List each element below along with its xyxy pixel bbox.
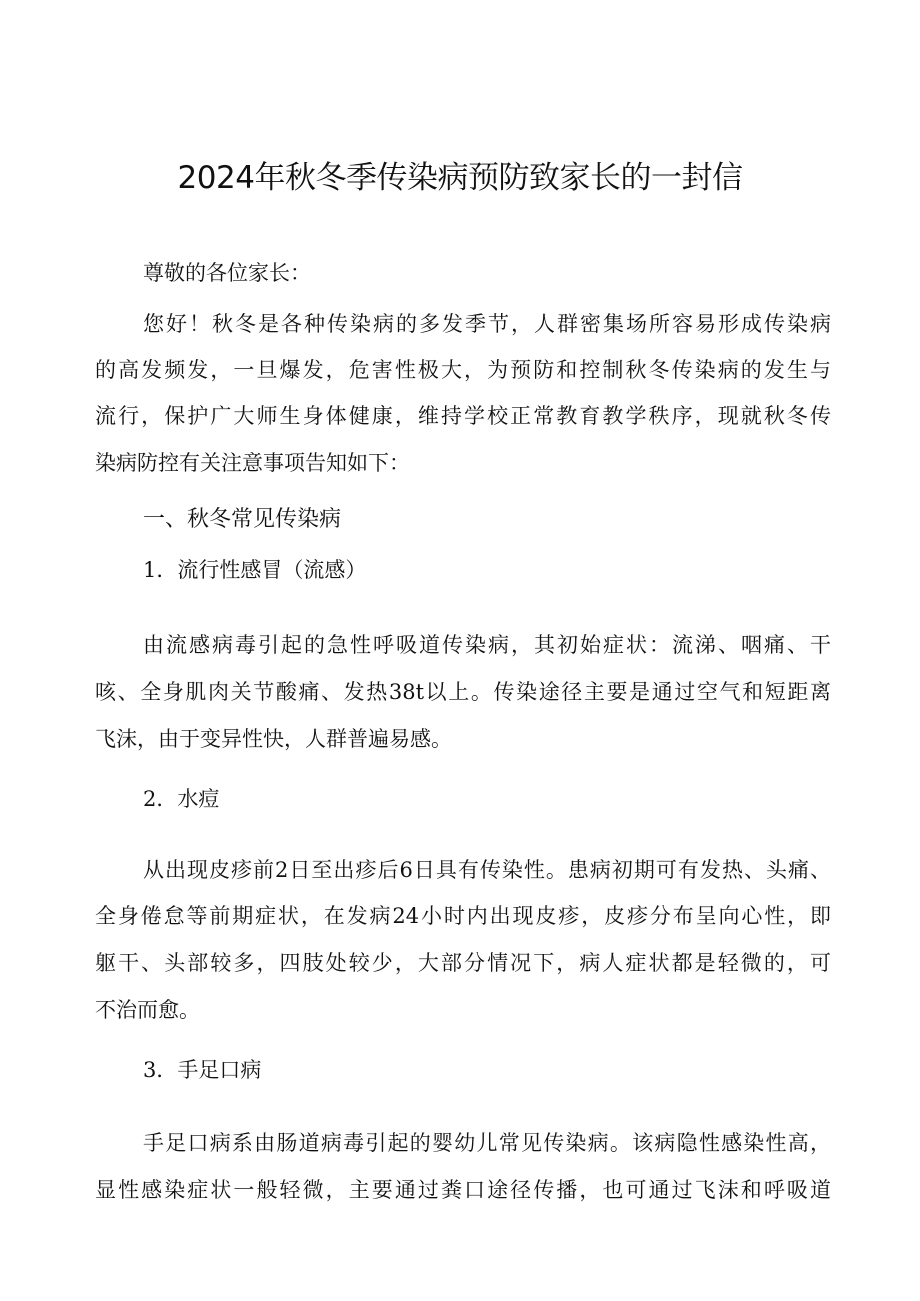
item1-heading: 1．流行性感冒（流感） <box>143 558 367 582</box>
item1-line-2: 咳、全身肌肉关节酸痛、发热38t以上。传染途径主要是通过空气和短距离 <box>95 680 831 704</box>
intro-line-1: 您好！秋冬是各种传染病的多发季节，人群密集场所容易形成传染病 <box>143 312 831 336</box>
item1-line-3: 飞沫，由于变异性快，人群普遍易感。 <box>95 727 452 751</box>
section-heading: 一、秋冬常见传染病 <box>143 507 342 532</box>
item2-line-4: 不治而愈。 <box>95 998 200 1022</box>
item2-line-1: 从出现皮疹前2日至出疹后6日具有传染性。患病初期可有发热、头痛、 <box>143 858 831 882</box>
intro-line-3: 流行，保护广大师生身体健康，维持学校正常教育教学秩序，现就秋冬传 <box>95 404 831 428</box>
item2-line-3: 躯干、头部较多，四肢处较少，大部分情况下，病人症状都是轻微的，可 <box>95 951 831 975</box>
item2-line-2: 全身倦怠等前期症状，在发病24小时内出现皮疹，皮疹分布呈向心性，即 <box>95 904 831 928</box>
item3-line-1: 手足口病系由肠道病毒引起的婴幼儿常见传染病。该病隐性感染性高， <box>143 1131 831 1155</box>
intro-line-4: 染病防控有关注意事项告知如下： <box>95 451 410 475</box>
intro-line-2: 的高发频发，一旦爆发，危害性极大，为预防和控制秋冬传染病的发生与 <box>95 358 831 382</box>
document-title: 2024年秋冬季传染病预防致家长的一封信 <box>177 160 743 196</box>
greeting: 尊敬的各位家长： <box>143 261 311 285</box>
item3-heading: 3．手足口病 <box>143 1058 262 1082</box>
item1-line-1: 由流感病毒引起的急性呼吸道传染病，其初始症状：流涕、咽痛、干 <box>143 633 831 657</box>
item2-heading: 2．水痘 <box>143 787 220 811</box>
item3-line-2: 显性感染症状一般轻微，主要通过粪口途径传播，也可通过飞沫和呼吸道 <box>95 1178 831 1202</box>
